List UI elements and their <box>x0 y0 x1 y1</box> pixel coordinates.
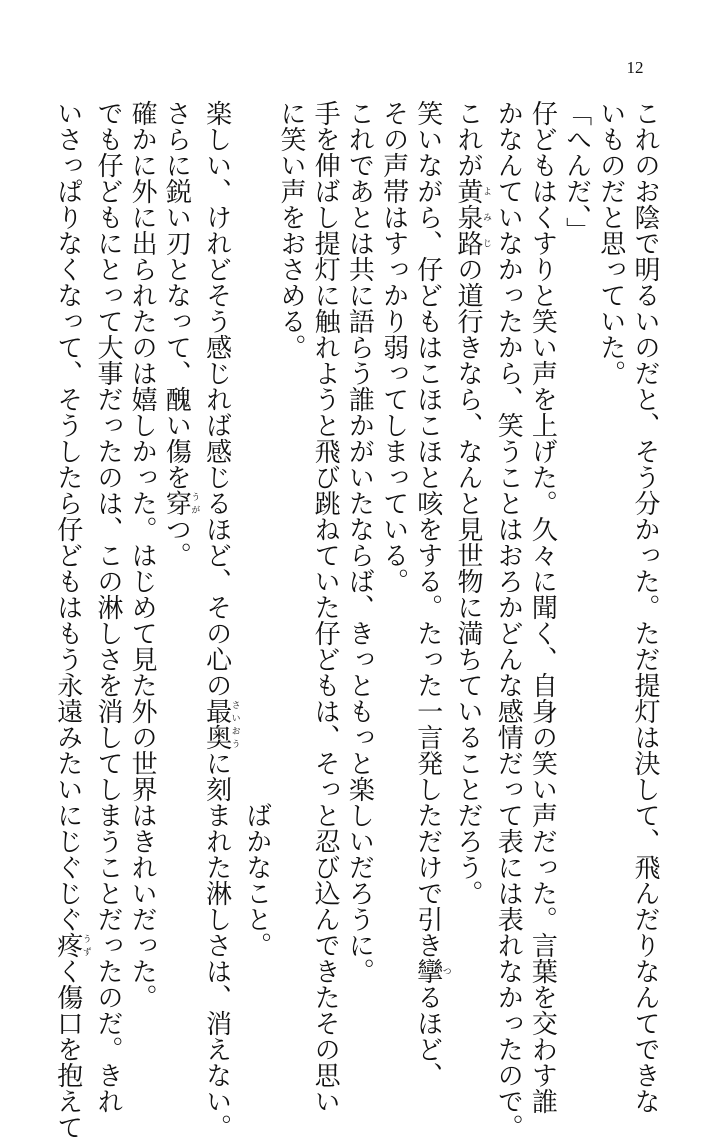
text-line <box>199 100 240 1140</box>
text-line <box>159 100 199 950</box>
text-segment: く傷口を抱えて <box>52 958 83 1140</box>
text-line <box>451 100 491 950</box>
ruby-reading: さいおう <box>229 698 240 750</box>
ruby-annotated-word <box>161 490 200 516</box>
ruby-reading: よみじ <box>480 178 491 256</box>
text-segment: これのお陰で明るいのだと、そう分かった。ただ提灯は決して、飛んだりなんてできな <box>630 100 660 1114</box>
text-segment: でも仔どもにとって大事だったのは、この淋しさを消してしまうことだったのだ。きれ <box>92 100 123 1114</box>
ruby-base: 攣 <box>412 958 443 984</box>
text-segment: 仔どもはくすりと笑い声を上げた。久々に聞く、自身の笑い声だった。言葉を交わす誰 <box>527 100 558 1114</box>
body-text <box>52 100 662 1140</box>
text-segment: その声帯はすっかり弱ってしまっている。 <box>378 100 409 594</box>
text-line <box>376 100 410 950</box>
text-line <box>308 100 342 1114</box>
text-segment: いものだと思っていた。 <box>595 100 626 386</box>
text-segment: いさっぱりなくなって、そうしたら仔どもはもう永遠みたいにじぐじぐ <box>52 100 83 932</box>
ruby-annotated-word <box>452 178 491 256</box>
text-segment: これが <box>452 100 483 178</box>
text-segment: さらに鋭い刃となって、醜い傷を <box>161 100 192 490</box>
ruby-base: 穿 <box>161 490 192 516</box>
text-line <box>628 100 662 1114</box>
text-line <box>125 100 159 1010</box>
text-segment: これであとは共に語らう誰かがいたならば、きっともっと楽しいだろうに。 <box>344 100 375 984</box>
ruby-annotated-word <box>201 698 240 750</box>
text-segment: つ。 <box>161 516 192 568</box>
text-line <box>411 100 451 1088</box>
text-line <box>240 100 274 958</box>
text-segment: 楽しい、けれどそう感じれば感じるほど、その心の <box>201 100 232 698</box>
ruby-annotated-word <box>52 932 91 958</box>
text-segment: ばかなこと。 <box>241 100 272 958</box>
text-line <box>594 100 628 950</box>
text-line <box>559 100 593 950</box>
text-segment: るほど、 <box>412 984 443 1088</box>
ruby-annotated-word <box>412 958 451 984</box>
text-line <box>91 100 125 1114</box>
page-number: 12 <box>626 58 644 77</box>
text-segment: に刻まれた淋しさは、消えない。 <box>201 750 232 1140</box>
text-segment: 笑いながら、仔どもはこほこほと咳をする。たった一言発しただけで引き <box>412 100 443 958</box>
ruby-reading: うず <box>80 932 91 958</box>
text-segment: 「へんだ、」 <box>561 100 592 243</box>
text-segment: 手を伸ばし提灯に触れようと飛び跳ねていた仔どもは、そっと忍び込んできたその思い <box>310 100 341 1114</box>
ruby-base: 最奥 <box>201 698 232 750</box>
text-line <box>491 100 525 1140</box>
ruby-reading: うが <box>189 490 200 516</box>
text-segment: の道行きなら、なんと見世物に満ちていることだろう。 <box>452 256 483 906</box>
ruby-reading: つ <box>440 958 451 984</box>
text-line <box>342 100 376 984</box>
ruby-base: 黄泉路 <box>452 178 483 256</box>
text-segment: かなんていなかったから、笑うことはおろかどんな感情だって表には表れなかったので。 <box>493 100 524 1140</box>
text-segment: 確かに外に出られたのは嬉しかった。はじめて見た外の世界はきれいだった。 <box>127 100 158 1010</box>
text-line <box>525 100 559 1114</box>
text-segment: に笑い声をおさめる。 <box>275 100 306 360</box>
text-line <box>274 100 308 950</box>
text-line <box>51 100 91 1140</box>
ruby-base: 疼 <box>52 932 83 958</box>
